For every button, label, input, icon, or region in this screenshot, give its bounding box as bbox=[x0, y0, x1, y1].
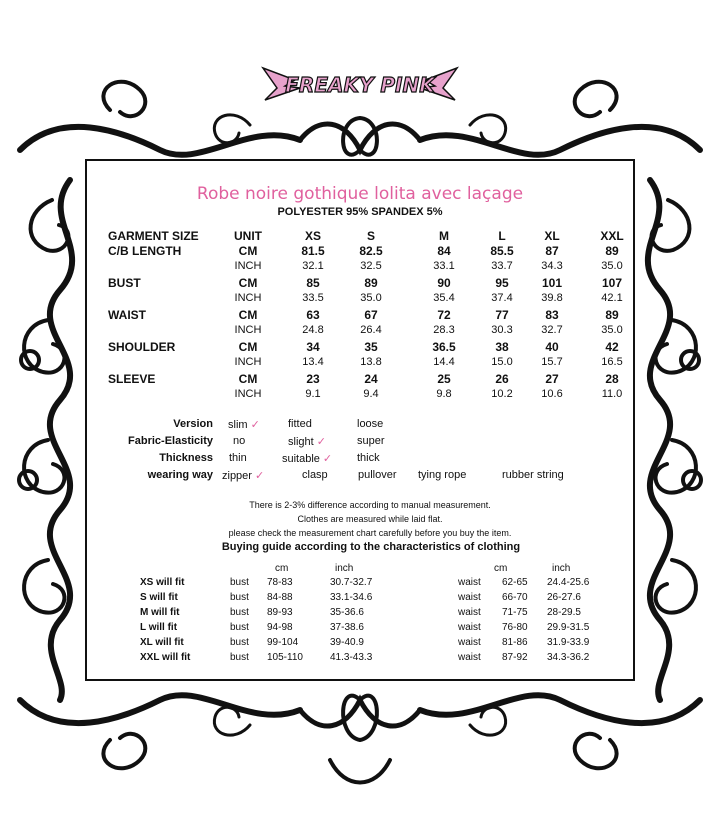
attr-option bbox=[357, 452, 380, 464]
attr-label-wearing-way: wearing way bbox=[147, 469, 213, 481]
cell-inch: 11.0 bbox=[601, 388, 623, 400]
unit-cm: CM bbox=[238, 372, 258, 386]
cell-cm: 84 bbox=[437, 244, 451, 258]
guide-title: Buying guide according to the characteristics of clothing bbox=[221, 541, 521, 553]
cell-cm: 24 bbox=[364, 372, 378, 386]
guide-waist-cm: 87-92 bbox=[502, 652, 528, 663]
unit-cm: CM bbox=[238, 244, 258, 258]
cell-inch: 37.4 bbox=[491, 292, 513, 304]
cell-cm: 35 bbox=[364, 340, 378, 354]
cell-inch: 35.0 bbox=[601, 260, 623, 272]
cell-inch: 30.3 bbox=[491, 324, 513, 336]
cell-cm: 23 bbox=[306, 372, 320, 386]
guide-fit-label: L will fit bbox=[140, 622, 178, 633]
fabric-composition: POLYESTER 95% SPANDEX 5% bbox=[277, 206, 443, 218]
attr-option bbox=[282, 452, 332, 465]
guide-bust-inch: 35-36.6 bbox=[330, 607, 364, 618]
attr-option-label: pullover bbox=[358, 469, 397, 481]
cell-inch: 32.5 bbox=[360, 260, 382, 272]
guide-waist-inch: 26-27.6 bbox=[547, 592, 581, 603]
guide-fit-label: XXL will fit bbox=[140, 652, 191, 663]
cell-inch: 39.8 bbox=[541, 292, 563, 304]
attr-option bbox=[228, 418, 260, 431]
guide-waist-label: waist bbox=[458, 622, 481, 633]
guide-cm-header: cm bbox=[275, 563, 289, 574]
guide-cm-header: cm bbox=[494, 563, 508, 574]
attr-option-label: zipper bbox=[222, 470, 252, 482]
attr-option-label: suitable bbox=[282, 453, 320, 465]
guide-bust-cm: 78-83 bbox=[267, 577, 293, 588]
cell-inch: 9.4 bbox=[363, 388, 379, 400]
guide-inch-header: inch bbox=[335, 563, 354, 574]
guide-waist-label: waist bbox=[458, 577, 481, 588]
cell-inch: 14.4 bbox=[433, 356, 455, 368]
attr-option bbox=[222, 469, 264, 482]
unit-cm: CM bbox=[238, 276, 258, 290]
cell-cm: 34 bbox=[306, 340, 320, 354]
guide-bust-label: bust bbox=[230, 607, 249, 618]
cell-inch: 35.4 bbox=[433, 292, 455, 304]
cell-cm: 89 bbox=[605, 244, 619, 258]
guide-bust-inch: 30.7-32.7 bbox=[330, 577, 373, 588]
guide-bust-cm: 99-104 bbox=[267, 637, 299, 648]
cell-cm: 81.5 bbox=[301, 244, 325, 258]
guide-waist-label: waist bbox=[458, 607, 481, 618]
unit-cm: CM bbox=[238, 308, 258, 322]
cell-inch: 35.0 bbox=[360, 292, 382, 304]
note-line: please check the measurement chart carefully before you buy the item. bbox=[228, 528, 512, 538]
guide-inch-header: inch bbox=[552, 563, 571, 574]
attr-option-label: tying rope bbox=[418, 469, 467, 481]
attr-label-version: Version bbox=[173, 418, 213, 430]
attr-option-label: rubber string bbox=[502, 469, 564, 481]
note-line: There is 2-3% difference according to manual measurement. bbox=[249, 500, 491, 510]
guide-waist-cm: 81-86 bbox=[502, 637, 528, 648]
cell-cm: 101 bbox=[541, 276, 563, 290]
row-label-bust: BUST bbox=[108, 276, 141, 290]
size-header-s: S bbox=[366, 229, 375, 243]
guide-waist-label: waist bbox=[458, 652, 481, 663]
attr-option-label: slight bbox=[288, 436, 314, 448]
guide-bust-label: bust bbox=[230, 592, 249, 603]
guide-waist-inch: 24.4-25.6 bbox=[547, 577, 590, 588]
guide-bust-label: bust bbox=[230, 652, 249, 663]
size-header-xl: XL bbox=[544, 229, 560, 243]
cell-cm: 63 bbox=[306, 308, 320, 322]
attr-option bbox=[358, 469, 397, 481]
unit-inch: INCH bbox=[234, 260, 262, 272]
guide-fit-label: M will fit bbox=[140, 607, 180, 618]
guide-bust-inch: 37-38.6 bbox=[330, 622, 364, 633]
attr-option-label: thick bbox=[357, 452, 380, 464]
size-header-l: L bbox=[498, 229, 506, 243]
size-header-m: M bbox=[439, 229, 449, 243]
row-label-c-b-length: C/B LENGTH bbox=[108, 244, 182, 258]
guide-waist-cm: 76-80 bbox=[502, 622, 528, 633]
cell-cm: 85 bbox=[306, 276, 320, 290]
unit-inch: INCH bbox=[234, 356, 262, 368]
attr-option bbox=[418, 469, 466, 481]
garment-size-header: GARMENT SIZE bbox=[108, 229, 199, 243]
cell-cm: 85.5 bbox=[490, 244, 514, 258]
cell-cm: 83 bbox=[545, 308, 559, 322]
logo-text: FREAKY PINK bbox=[285, 73, 435, 97]
pink-checkmark-icon: ✓ bbox=[254, 470, 265, 482]
cell-cm: 72 bbox=[437, 308, 451, 322]
guide-bust-cm: 94-98 bbox=[267, 622, 293, 633]
freaky-pink-logo bbox=[255, 58, 465, 110]
cell-cm: 27 bbox=[545, 372, 559, 386]
guide-waist-cm: 66-70 bbox=[502, 592, 528, 603]
cell-inch: 13.4 bbox=[302, 356, 324, 368]
cell-inch: 26.4 bbox=[360, 324, 382, 336]
cell-inch: 33.1 bbox=[433, 260, 455, 272]
cell-inch: 9.1 bbox=[305, 388, 321, 400]
guide-bust-inch: 33.1-34.6 bbox=[330, 592, 373, 603]
attr-option-label: no bbox=[233, 435, 246, 447]
cell-cm: 95 bbox=[495, 276, 509, 290]
attr-option bbox=[357, 418, 383, 430]
row-label-waist: WAIST bbox=[108, 308, 146, 322]
attr-label-fabric-elasticity: Fabric-Elasticity bbox=[128, 435, 213, 447]
cell-inch: 13.8 bbox=[360, 356, 382, 368]
cell-cm: 90 bbox=[437, 276, 451, 290]
cell-cm: 36.5 bbox=[432, 340, 456, 354]
cell-inch: 28.3 bbox=[433, 324, 455, 336]
attr-option bbox=[502, 469, 564, 481]
unit-inch: INCH bbox=[234, 388, 262, 400]
cell-inch: 35.0 bbox=[601, 324, 623, 336]
cell-cm: 25 bbox=[437, 372, 451, 386]
cell-cm: 26 bbox=[495, 372, 509, 386]
row-label-shoulder: SHOULDER bbox=[108, 340, 176, 354]
attr-label-thickness: Thickness bbox=[159, 452, 213, 464]
unit-inch: INCH bbox=[234, 292, 262, 304]
guide-bust-cm: 84-88 bbox=[267, 592, 293, 603]
size-header-xs: XS bbox=[304, 229, 321, 243]
attr-option-label: fitted bbox=[288, 418, 312, 430]
cell-inch: 32.7 bbox=[541, 324, 563, 336]
cell-cm: 87 bbox=[545, 244, 559, 258]
guide-bust-cm: 89-93 bbox=[267, 607, 293, 618]
attr-option-label: super bbox=[357, 435, 385, 447]
guide-fit-label: XL will fit bbox=[140, 637, 184, 648]
pink-checkmark-icon: ✓ bbox=[322, 453, 333, 465]
attr-option-label: slim bbox=[228, 419, 248, 431]
product-title: Robe noire gothique lolita avec laçage bbox=[196, 184, 524, 204]
guide-bust-label: bust bbox=[230, 577, 249, 588]
cell-inch: 15.7 bbox=[541, 356, 563, 368]
attr-option bbox=[288, 418, 312, 430]
guide-bust-inch: 41.3-43.3 bbox=[330, 652, 373, 663]
attr-option bbox=[229, 452, 247, 464]
guide-fit-label: S will fit bbox=[140, 592, 178, 603]
cell-inch: 24.8 bbox=[302, 324, 324, 336]
attr-option bbox=[233, 435, 245, 447]
guide-bust-inch: 39-40.9 bbox=[330, 637, 364, 648]
guide-bust-label: bust bbox=[230, 622, 249, 633]
cell-inch: 10.2 bbox=[491, 388, 513, 400]
cell-inch: 34.3 bbox=[541, 260, 563, 272]
guide-bust-label: bust bbox=[230, 637, 249, 648]
cell-cm: 77 bbox=[495, 308, 509, 322]
guide-bust-cm: 105-110 bbox=[267, 652, 303, 663]
pink-checkmark-icon: ✓ bbox=[316, 436, 326, 448]
guide-waist-label: waist bbox=[458, 637, 481, 648]
attr-option bbox=[288, 435, 326, 448]
cell-inch: 33.7 bbox=[491, 260, 513, 272]
attr-option bbox=[302, 469, 328, 481]
guide-waist-inch: 34.3-36.2 bbox=[547, 652, 590, 663]
cell-inch: 16.5 bbox=[601, 356, 623, 368]
guide-waist-label: waist bbox=[458, 592, 481, 603]
cell-cm: 42 bbox=[605, 340, 619, 354]
cell-inch: 33.5 bbox=[302, 292, 324, 304]
guide-waist-inch: 31.9-33.9 bbox=[547, 637, 590, 648]
note-line: Clothes are measured while laid flat. bbox=[297, 514, 443, 524]
cell-inch: 32.1 bbox=[302, 260, 324, 272]
cell-inch: 15.0 bbox=[491, 356, 513, 368]
size-header-xxl: XXL bbox=[600, 229, 624, 243]
cell-inch: 10.6 bbox=[541, 388, 563, 400]
guide-waist-inch: 29.9-31.5 bbox=[547, 622, 590, 633]
unit-inch: INCH bbox=[234, 324, 262, 336]
cell-cm: 82.5 bbox=[359, 244, 383, 258]
attr-option bbox=[357, 435, 385, 447]
attr-option-label: thin bbox=[229, 452, 247, 464]
guide-waist-cm: 71-75 bbox=[502, 607, 528, 618]
row-label-sleeve: SLEEVE bbox=[108, 372, 156, 386]
cell-cm: 107 bbox=[601, 276, 623, 290]
attr-option-label: loose bbox=[357, 418, 384, 430]
cell-cm: 89 bbox=[605, 308, 619, 322]
guide-fit-label: XS will fit bbox=[140, 577, 185, 588]
attr-option-label: clasp bbox=[302, 469, 328, 481]
unit-cm: CM bbox=[238, 340, 258, 354]
cell-inch: 9.8 bbox=[436, 388, 452, 400]
cell-cm: 38 bbox=[495, 340, 509, 354]
cell-cm: 67 bbox=[364, 308, 378, 322]
unit-header: UNIT bbox=[234, 229, 262, 243]
cell-inch: 42.1 bbox=[601, 292, 623, 304]
cell-cm: 89 bbox=[364, 276, 378, 290]
guide-waist-inch: 28-29.5 bbox=[547, 607, 581, 618]
cell-cm: 28 bbox=[605, 372, 619, 386]
cell-cm: 40 bbox=[545, 340, 559, 354]
pink-checkmark-icon: ✓ bbox=[250, 419, 260, 431]
guide-waist-cm: 62-65 bbox=[502, 577, 528, 588]
